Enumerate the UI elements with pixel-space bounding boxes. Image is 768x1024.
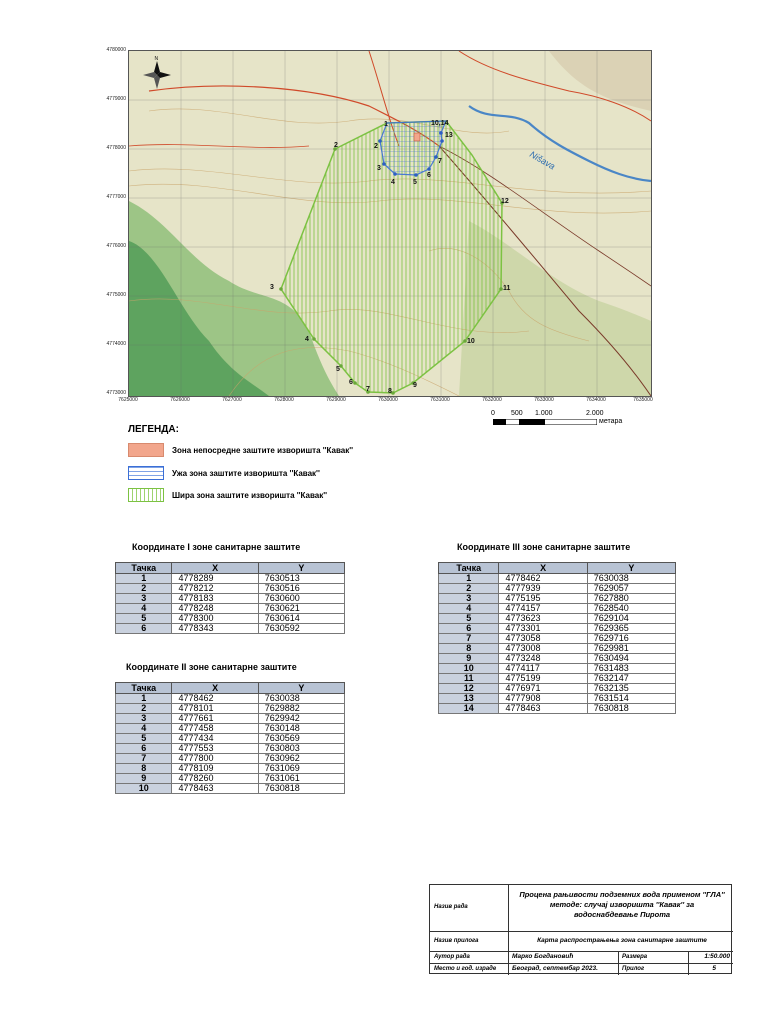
scale-tick-2000: 2.000 bbox=[586, 410, 604, 417]
table-row bbox=[439, 664, 676, 674]
x-coordinate-cell: 4778212 bbox=[172, 584, 258, 594]
outer-label-8: 8 bbox=[388, 388, 392, 395]
place-date: Београд, септембар 2023. bbox=[512, 965, 598, 972]
y-coordinate-cell: 7632135 bbox=[587, 684, 675, 694]
y-tick-label: 4775000 bbox=[106, 292, 126, 298]
table-row bbox=[439, 694, 676, 704]
appendix-number: 5 bbox=[712, 965, 716, 972]
legend-label: Шира зона заштите изворишта ''Кавак'' bbox=[172, 490, 328, 500]
inner-label-3: 3 bbox=[377, 165, 381, 172]
point-number-cell: 5 bbox=[116, 614, 172, 624]
immediate-protection-zone bbox=[414, 133, 420, 141]
y-tick-label: 4776000 bbox=[106, 243, 126, 249]
x-coordinate-cell: 4773623 bbox=[499, 614, 587, 624]
y-coordinate-cell: 7629882 bbox=[258, 704, 344, 714]
point-number-cell: 3 bbox=[116, 594, 172, 604]
y-coordinate-cell: 7631061 bbox=[258, 774, 344, 784]
work-name: Процена рањивости подземних вода применом ''ГЛА'' методе: случај изворишта ''Кавак'' за водоснабдевање Пирота bbox=[519, 890, 725, 919]
y-tick-label: 4774000 bbox=[106, 341, 126, 347]
point-number-cell: 1 bbox=[439, 574, 499, 584]
table-row bbox=[439, 584, 676, 594]
point-number-cell: 2 bbox=[116, 584, 172, 594]
point-number-cell: 8 bbox=[116, 764, 172, 774]
table-row bbox=[439, 634, 676, 644]
x-coordinate-cell: 4775199 bbox=[499, 674, 587, 684]
author: Марко Богдановић bbox=[512, 953, 574, 960]
outer-label-4: 4 bbox=[305, 336, 309, 343]
label-10-14: 10,14 bbox=[431, 120, 449, 127]
y-coordinate-cell: 7630621 bbox=[258, 604, 344, 614]
y-coordinate-cell: 7627880 bbox=[587, 594, 675, 604]
point-number-cell: 6 bbox=[116, 744, 172, 754]
y-coordinate-cell: 7629942 bbox=[258, 714, 344, 724]
x-coordinate-cell: 4777458 bbox=[172, 724, 258, 734]
point-number-cell: 11 bbox=[439, 674, 499, 684]
table-row bbox=[116, 724, 345, 734]
column-header: X bbox=[172, 683, 258, 694]
table-row bbox=[116, 754, 345, 764]
column-header: X bbox=[172, 563, 258, 574]
point-number-cell: 7 bbox=[439, 634, 499, 644]
table-row bbox=[116, 774, 345, 784]
legend-label: Ужа зона заштите изворишта ''Кавак'' bbox=[172, 468, 320, 478]
x-coordinate-cell: 4777434 bbox=[172, 734, 258, 744]
table3-title: Координате III зоне санитарне заштите bbox=[457, 542, 631, 552]
table-header-row bbox=[116, 683, 345, 694]
x-coordinate-cell: 4778289 bbox=[172, 574, 258, 584]
legend-item-outer-zone bbox=[128, 488, 327, 502]
zone1-coordinates-table bbox=[115, 562, 345, 634]
river-label: Nišava bbox=[528, 149, 557, 172]
table-row bbox=[439, 684, 676, 694]
y-coordinate-cell: 7630569 bbox=[258, 734, 344, 744]
point-number-cell: 6 bbox=[116, 624, 172, 634]
point-number-cell: 4 bbox=[439, 604, 499, 614]
scale-tick-500: 500 bbox=[511, 410, 523, 417]
x-coordinate-cell: 4777908 bbox=[499, 694, 587, 704]
column-header: X bbox=[499, 563, 587, 574]
x-coordinate-cell: 4773008 bbox=[499, 644, 587, 654]
point-number-cell: 13 bbox=[439, 694, 499, 704]
topographic-map bbox=[128, 50, 652, 397]
y-coordinate-cell: 7630516 bbox=[258, 584, 344, 594]
y-coordinate-cell: 7630038 bbox=[587, 574, 675, 584]
table-row bbox=[439, 654, 676, 664]
outer-label-12: 12 bbox=[501, 198, 509, 205]
y-coordinate-cell: 7631483 bbox=[587, 664, 675, 674]
x-tick-label: 7631000 bbox=[430, 397, 450, 403]
y-coordinate-cell: 7630962 bbox=[258, 754, 344, 764]
column-header: Тачка bbox=[116, 563, 172, 574]
inner-label-4: 4 bbox=[391, 179, 395, 186]
appendix-number-label: Прилог bbox=[622, 966, 645, 972]
x-tick-label: 7632000 bbox=[482, 397, 502, 403]
column-header: Y bbox=[258, 563, 344, 574]
x-tick-label: 7633000 bbox=[534, 397, 554, 403]
table-row bbox=[116, 704, 345, 714]
title-block bbox=[429, 884, 732, 974]
point-number-cell: 3 bbox=[439, 594, 499, 604]
outer-label-10: 10 bbox=[467, 338, 475, 345]
x-coordinate-cell: 4778343 bbox=[172, 624, 258, 634]
table-row bbox=[116, 764, 345, 774]
x-coordinate-cell: 4778260 bbox=[172, 774, 258, 784]
outer-label-2: 2 bbox=[334, 142, 338, 149]
legend-title: ЛЕГЕНДА: bbox=[128, 424, 179, 435]
y-coordinate-cell: 7630803 bbox=[258, 744, 344, 754]
x-coordinate-cell: 4778463 bbox=[499, 704, 587, 714]
zone3-coordinates-table bbox=[438, 562, 676, 714]
y-coordinate-cell: 7629981 bbox=[587, 644, 675, 654]
scale-unit: метара bbox=[599, 418, 623, 425]
table-row bbox=[116, 624, 345, 634]
x-tick-label: 7625000 bbox=[118, 397, 138, 403]
column-header: Тачка bbox=[439, 563, 499, 574]
point-number-cell: 2 bbox=[439, 584, 499, 594]
label-13: 13 bbox=[445, 132, 453, 139]
y-coordinate-cell: 7630600 bbox=[258, 594, 344, 604]
y-coordinate-cell: 7629716 bbox=[587, 634, 675, 644]
point-number-cell: 1 bbox=[116, 574, 172, 584]
point-number-cell: 9 bbox=[116, 774, 172, 784]
table-row bbox=[116, 734, 345, 744]
point-number-cell: 8 bbox=[439, 644, 499, 654]
point-number-cell: 5 bbox=[116, 734, 172, 744]
table-row bbox=[439, 614, 676, 624]
y-coordinate-cell: 7630614 bbox=[258, 614, 344, 624]
legend-label: Зона непосредне заштите изворишта ''Кавак'' bbox=[172, 445, 354, 455]
point-number-cell: 2 bbox=[116, 704, 172, 714]
table-row bbox=[439, 644, 676, 654]
outer-label-9: 9 bbox=[413, 382, 417, 389]
svg-text:N: N bbox=[154, 56, 159, 62]
x-tick-label: 7634000 bbox=[586, 397, 606, 403]
y-coordinate-cell: 7629057 bbox=[587, 584, 675, 594]
point-number-cell: 5 bbox=[439, 614, 499, 624]
table-row bbox=[439, 604, 676, 614]
point-number-cell: 1 bbox=[116, 694, 172, 704]
work-name-label: Назив рада bbox=[434, 904, 468, 910]
x-coordinate-cell: 4778248 bbox=[172, 604, 258, 614]
point-number-cell: 7 bbox=[116, 754, 172, 764]
y-coordinate-cell: 7631514 bbox=[587, 694, 675, 704]
table-row bbox=[439, 574, 676, 584]
table-row bbox=[116, 604, 345, 614]
column-header: Тачка bbox=[116, 683, 172, 694]
outer-label-5: 5 bbox=[336, 366, 340, 373]
y-tick-label: 4773000 bbox=[106, 390, 126, 396]
point-number-cell: 4 bbox=[116, 724, 172, 734]
y-coordinate-cell: 7628540 bbox=[587, 604, 675, 614]
x-coordinate-cell: 4778101 bbox=[172, 704, 258, 714]
x-tick-label: 7629000 bbox=[326, 397, 346, 403]
table1-title: Координате I зоне санитарне заштите bbox=[132, 542, 301, 552]
inner-label-7: 7 bbox=[438, 158, 442, 165]
x-coordinate-cell: 4778300 bbox=[172, 614, 258, 624]
table-row bbox=[439, 624, 676, 634]
inner-zone-swatch bbox=[128, 466, 164, 480]
y-coordinate-cell: 7630513 bbox=[258, 574, 344, 584]
y-coordinate-cell: 7629104 bbox=[587, 614, 675, 624]
scale-value: 1:50.000 bbox=[704, 953, 730, 960]
x-coordinate-cell: 4778183 bbox=[172, 594, 258, 604]
y-coordinate-cell: 7632147 bbox=[587, 674, 675, 684]
outer-label-7: 7 bbox=[366, 386, 370, 393]
appendix-name-label: Назив прилога bbox=[434, 938, 479, 944]
point-number-cell: 10 bbox=[116, 784, 172, 794]
table-row bbox=[116, 694, 345, 704]
y-tick-label: 4780000 bbox=[106, 47, 126, 53]
inner-label-2: 2 bbox=[374, 143, 378, 150]
x-coordinate-cell: 4773058 bbox=[499, 634, 587, 644]
outer-label-6: 6 bbox=[349, 379, 353, 386]
y-coordinate-cell: 7630818 bbox=[587, 704, 675, 714]
x-tick-label: 7630000 bbox=[378, 397, 398, 403]
legend-item-inner-zone bbox=[128, 466, 320, 480]
column-header: Y bbox=[587, 563, 675, 574]
y-coordinate-cell: 7630818 bbox=[258, 784, 344, 794]
y-coordinate-cell: 7629365 bbox=[587, 624, 675, 634]
immediate-zone-swatch bbox=[128, 443, 164, 457]
x-tick-label: 7628000 bbox=[274, 397, 294, 403]
scale-tick-1000: 1.000 bbox=[535, 410, 553, 417]
point-number-cell: 9 bbox=[439, 654, 499, 664]
map-canvas bbox=[129, 51, 651, 396]
x-coordinate-cell: 4777800 bbox=[172, 754, 258, 764]
point-number-cell: 6 bbox=[439, 624, 499, 634]
author-label: Аутор рада bbox=[434, 954, 470, 960]
appendix-name: Карта распрострањења зона санитарне заштите bbox=[537, 937, 707, 944]
y-tick-label: 4778000 bbox=[106, 145, 126, 151]
x-coordinate-cell: 4773301 bbox=[499, 624, 587, 634]
x-tick-label: 7627000 bbox=[222, 397, 242, 403]
x-coordinate-cell: 4775195 bbox=[499, 594, 587, 604]
table-header-row bbox=[439, 563, 676, 574]
x-tick-label: 7635000 bbox=[633, 397, 653, 403]
table-header-row bbox=[116, 563, 345, 574]
table-row bbox=[116, 574, 345, 584]
y-tick-label: 4779000 bbox=[106, 96, 126, 102]
zone2-coordinates-table bbox=[115, 682, 345, 794]
point-number-cell: 14 bbox=[439, 704, 499, 714]
x-coordinate-cell: 4778463 bbox=[172, 784, 258, 794]
y-coordinate-cell: 7630494 bbox=[587, 654, 675, 664]
y-coordinate-cell: 7631069 bbox=[258, 764, 344, 774]
x-coordinate-cell: 4778109 bbox=[172, 764, 258, 774]
x-coordinate-cell: 4778462 bbox=[499, 574, 587, 584]
scale-bar-graphic bbox=[493, 419, 597, 425]
table-row bbox=[439, 674, 676, 684]
inner-label-5: 5 bbox=[413, 179, 417, 186]
table-row bbox=[439, 704, 676, 714]
x-coordinate-cell: 4777939 bbox=[499, 584, 587, 594]
y-coordinate-cell: 7630592 bbox=[258, 624, 344, 634]
x-coordinate-cell: 4778462 bbox=[172, 694, 258, 704]
point-number-cell: 12 bbox=[439, 684, 499, 694]
table-row bbox=[439, 594, 676, 604]
table-row bbox=[116, 594, 345, 604]
x-coordinate-cell: 4777553 bbox=[172, 744, 258, 754]
table-row bbox=[116, 584, 345, 594]
x-coordinate-cell: 4774117 bbox=[499, 664, 587, 674]
table-row bbox=[116, 784, 345, 794]
x-tick-label: 7626000 bbox=[170, 397, 190, 403]
legend-item-immediate-zone bbox=[128, 443, 353, 457]
place-label: Место и год. израде bbox=[434, 966, 497, 972]
x-coordinate-cell: 4777661 bbox=[172, 714, 258, 724]
outer-zone-swatch bbox=[128, 488, 164, 502]
outer-label-11: 11 bbox=[503, 285, 511, 292]
x-coordinate-cell: 4773248 bbox=[499, 654, 587, 664]
table-row bbox=[116, 714, 345, 724]
point-number-cell: 10 bbox=[439, 664, 499, 674]
outer-label-3: 3 bbox=[270, 284, 274, 291]
point-number-cell: 4 bbox=[116, 604, 172, 614]
table2-title: Координате II зоне санитарне заштите bbox=[126, 662, 297, 672]
scale-label: Размера bbox=[622, 954, 648, 960]
column-header: Y bbox=[258, 683, 344, 694]
x-coordinate-cell: 4774157 bbox=[499, 604, 587, 614]
table-row bbox=[116, 744, 345, 754]
y-coordinate-cell: 7630038 bbox=[258, 694, 344, 704]
point-number-cell: 3 bbox=[116, 714, 172, 724]
x-coordinate-cell: 4776971 bbox=[499, 684, 587, 694]
y-coordinate-cell: 7630148 bbox=[258, 724, 344, 734]
inner-label-1: 1 bbox=[384, 121, 388, 128]
inner-label-6: 6 bbox=[427, 172, 431, 179]
scale-tick-0: 0 bbox=[491, 410, 495, 417]
table-row bbox=[116, 614, 345, 624]
y-tick-label: 4777000 bbox=[106, 194, 126, 200]
